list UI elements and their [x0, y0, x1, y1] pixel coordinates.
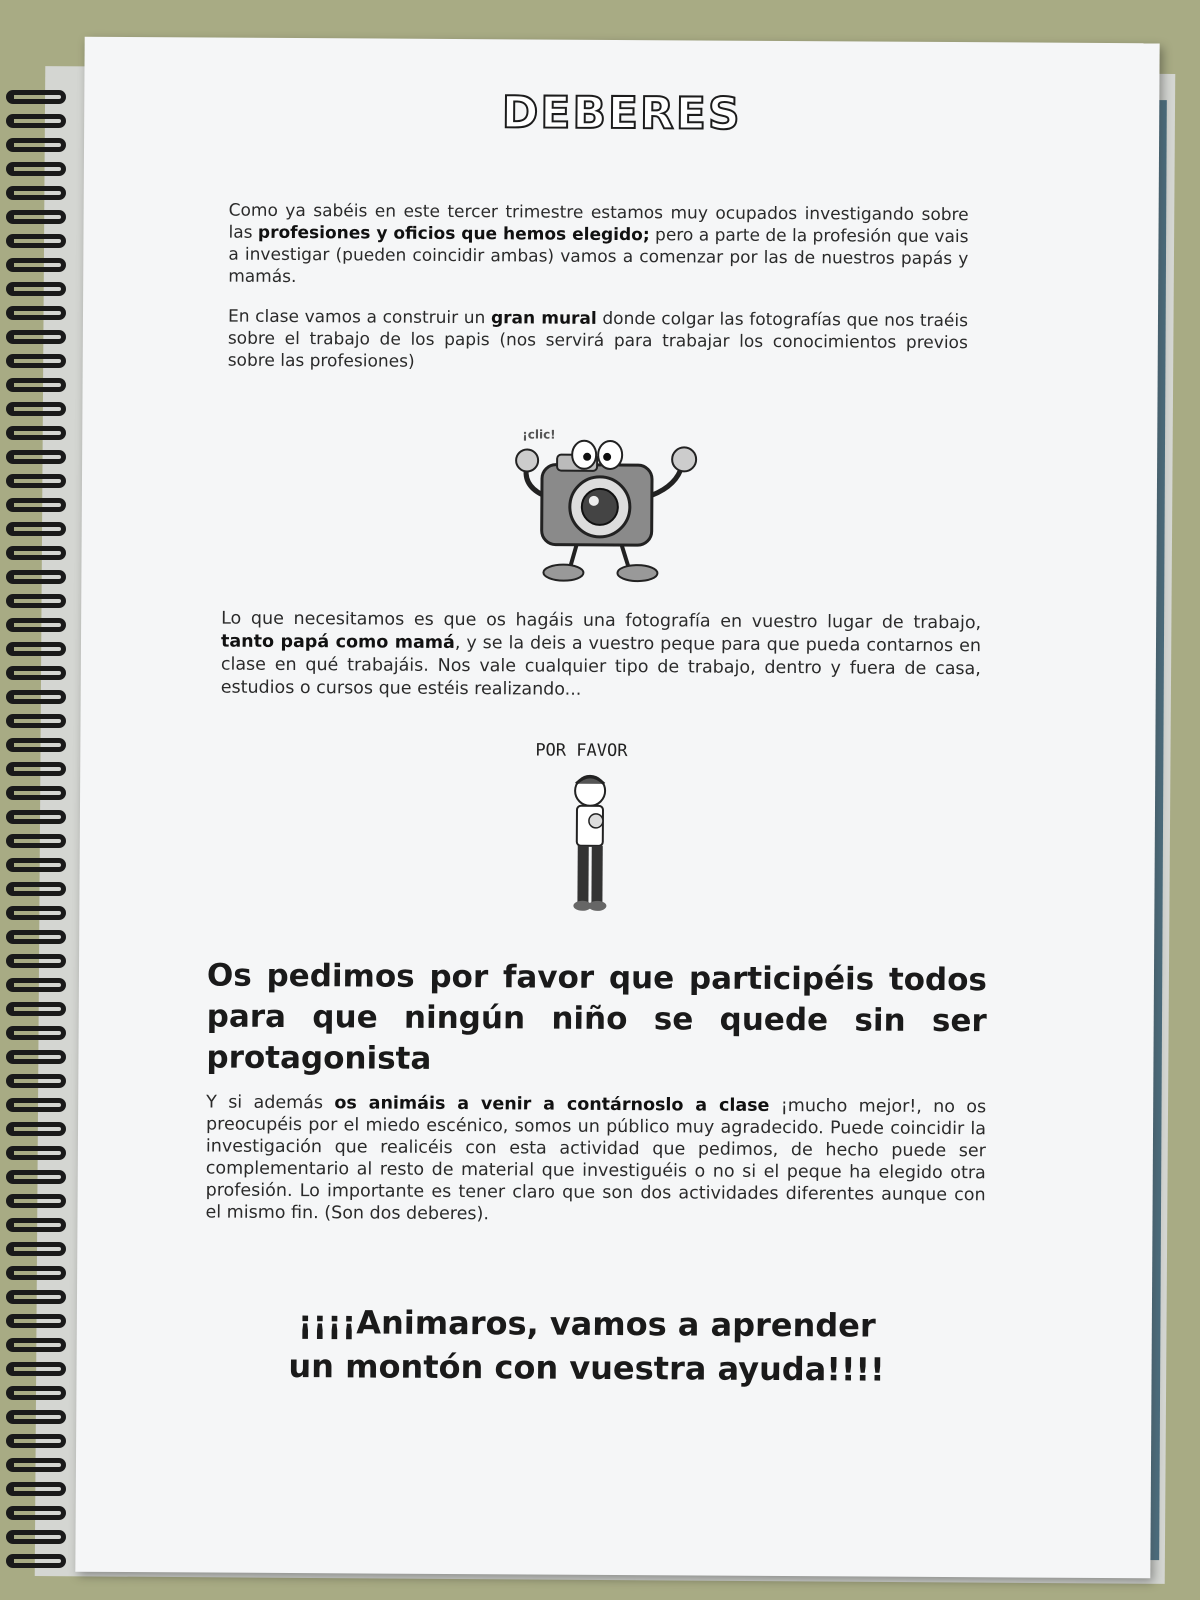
spiral-coil — [6, 474, 66, 488]
spiral-coil — [6, 90, 66, 104]
spiral-coil — [6, 690, 66, 704]
spiral-coil — [6, 1122, 66, 1136]
camera-cartoon-illustration — [511, 424, 712, 585]
spiral-coil — [6, 1530, 66, 1544]
spiral-coil — [6, 786, 66, 800]
spiral-coil — [6, 1362, 66, 1376]
spiral-coil — [6, 834, 66, 848]
spiral-coil — [6, 1458, 66, 1472]
spiral-coil — [6, 1386, 66, 1400]
highlight-request: Os pedimos por favor que participéis todos para que ningún niño se quede sin ser protagonista — [206, 957, 988, 1077]
closing-line-2: un montón con vuestra ayuda!!!! — [288, 1347, 885, 1389]
spiral-coil — [6, 450, 66, 464]
spiral-coil — [6, 1026, 66, 1040]
spiral-coil — [6, 1266, 66, 1280]
spiral-binding — [0, 90, 72, 1600]
paragraph-visit: Y si además os animáis a venir a contárnoslo a clase ¡mucho mejor!, no os preocupéis por el miedo escénico, somos un público muy agradecido. Puede coincidir la investigación que realicéis con esta actividad que pedimos, de hecho puede ser complementario al resto de material que investiguéis o no si el peque ha elegido otra profesión. Lo importante es tener claro que son dos actividades diferentes aunque con el mismo fin. (Son dos deberes). — [205, 1092, 987, 1225]
spiral-coil — [6, 1314, 66, 1328]
closing-message — [266, 1300, 907, 1392]
spiral-coil — [6, 282, 66, 296]
spiral-coil — [6, 402, 66, 416]
bold-phrase: os animáis a venir a contárnoslo a clase — [334, 1093, 770, 1116]
spiral-coil — [6, 1290, 66, 1304]
spiral-coil — [6, 1218, 66, 1232]
spiral-coil — [6, 954, 66, 968]
kid-please-illustration — [529, 735, 680, 916]
spiral-coil — [6, 1410, 66, 1424]
spiral-coil — [6, 858, 66, 872]
spiral-coil — [6, 1098, 66, 1112]
spiral-coil — [6, 210, 66, 224]
spiral-coil — [6, 426, 66, 440]
spiral-coil — [6, 258, 66, 272]
spiral-coil — [6, 642, 66, 656]
spiral-coil — [6, 234, 66, 248]
closing-line-1: ¡¡¡¡Animaros, vamos a aprender — [297, 1303, 876, 1345]
page-title: DEBERES — [501, 87, 742, 140]
spiral-coil — [6, 1554, 66, 1568]
paragraph-intro: Como ya sabéis en este tercer trimestre estamos muy ocupados investigando sobre las profesiones y oficios que hemos elegido; pero a parte de la profesión que vais a investigar (pueden coincidir ambas) vamos a comenzar por las de nuestros papás y mamás. — [228, 200, 969, 288]
spiral-coil — [6, 930, 66, 944]
paragraph-mural: En clase vamos a construir un gran mural donde colgar las fotografías que nos traéis sobre el trabajo de los papis (nos servirá para trabajar los conocimientos previos sobre las profesiones) — [227, 306, 969, 372]
spiral-coil — [6, 330, 66, 344]
spiral-coil — [6, 762, 66, 776]
bold-phrase: tanto papá como mamá — [220, 631, 455, 654]
spiral-coil — [6, 1242, 66, 1256]
spiral-coil — [6, 738, 66, 752]
spiral-coil — [6, 1146, 66, 1160]
spiral-coil — [6, 810, 66, 824]
spiral-coil — [6, 1002, 66, 1016]
spiral-coil — [6, 114, 66, 128]
spiral-coil — [6, 546, 66, 560]
spiral-coil — [6, 1434, 66, 1448]
spiral-coil — [6, 1338, 66, 1352]
spiral-coil — [6, 594, 66, 608]
spiral-coil — [6, 882, 66, 896]
spiral-coil — [6, 570, 66, 584]
spiral-coil — [6, 618, 66, 632]
spiral-coil — [6, 978, 66, 992]
spiral-coil — [6, 138, 66, 152]
spiral-coil — [6, 1074, 66, 1088]
paragraph-photo-request: Lo que necesitamos es que os hagáis una fotografía en vuestro lugar de trabajo, tanto papá como mamá, y se la deis a vuestro peque para que pueda contarnos en clase en qué trabajáis. Nos vale cualquier tipo de trabajo, dentro y fuera de casa, estudios o cursos que estéis realizando... — [220, 608, 982, 700]
spiral-coil — [6, 1050, 66, 1064]
spiral-coil — [6, 378, 66, 392]
bold-phrase: gran mural — [490, 308, 597, 329]
spiral-coil — [6, 1482, 66, 1496]
document-page — [75, 37, 1159, 1579]
bold-phrase: profesiones y oficios que hemos elegido; — [257, 222, 650, 246]
spiral-coil — [6, 1170, 66, 1184]
spiral-coil — [6, 186, 66, 200]
spiral-coil — [6, 354, 66, 368]
spiral-coil — [6, 906, 66, 920]
spiral-coil — [6, 498, 66, 512]
spiral-coil — [6, 522, 66, 536]
spiral-coil — [6, 1506, 66, 1520]
spiral-coil — [6, 306, 66, 320]
spiral-coil — [6, 1194, 66, 1208]
kid-caption: POR FAVOR — [535, 740, 628, 762]
spiral-coil — [6, 162, 66, 176]
spiral-coil — [6, 714, 66, 728]
spiral-coil — [6, 666, 66, 680]
camera-exclamation: ¡clic! — [522, 427, 556, 442]
